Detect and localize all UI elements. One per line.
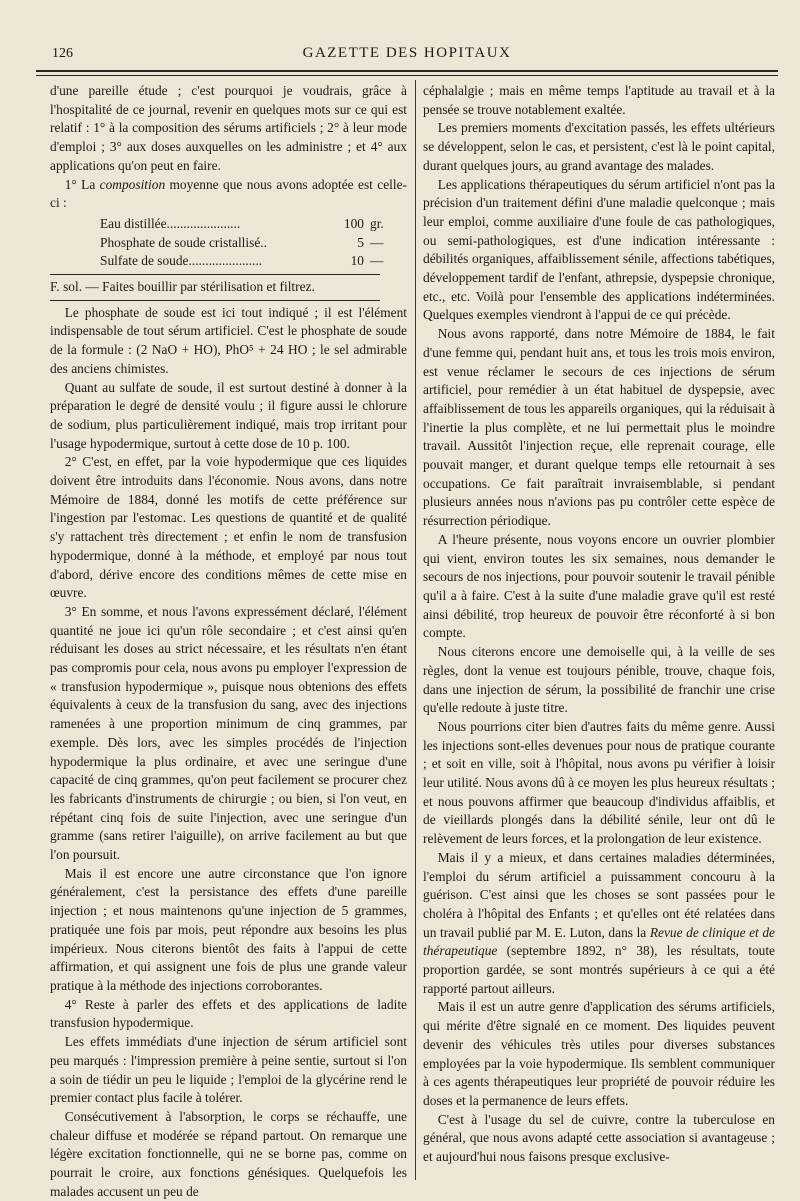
text-run: Mais il y a mieux, et dans certaines maladies déterminées, l'emploi du sérum artificiel a puissamment concouru à la guérison. C'est ainsi que les choses se sont passées pour le choléra à l'hôpital des Enfants ; et qu'elles ont été relatées dans un travail publié par M. E. Luton, dans la xyxy=(423,849,775,940)
recipe-row xyxy=(100,215,400,234)
paragraph: céphalalgie ; mais en même temps l'aptitude au travail et à la pensée se trouve notablement exaltée. xyxy=(423,83,775,117)
recipe-table xyxy=(100,215,400,271)
recipe-row xyxy=(100,234,400,253)
ingredient-quantity: 5 xyxy=(357,234,364,250)
text-run: (septembre 1892, n° 38), les résultats, toute proportion gardée, se sont montrés supérieurs à ce qui a été rapporté partout ailleurs. xyxy=(423,943,775,996)
paragraph: Les applications thérapeutiques du sérum artificiel n'ont pas la précision d'un traitement défini d'une maladie quelconque ; mais leur emploi, comme auxiliaire d'une foule de cas pathologiques, ou semi-pathologiques, est d'une indication intéressante : débilités organiques, affaiblissement sénile, affections tabétiques, développement tardif de l'enfant, athrepsie, dyspepsie chronique, etc., etc. Voilà pour l'ensemble des applications indéterminées. Quelques exemples viendront à l'appui de ce qui précède. xyxy=(423,176,775,323)
paragraph xyxy=(423,849,775,999)
ingredient-name: Phosphate de soude cristallisé.. xyxy=(100,234,267,250)
right-column xyxy=(423,82,775,1182)
header-rule-thick xyxy=(36,70,778,72)
paragraph: F. sol. — Faites bouillir par stérilisation et filtrez. xyxy=(50,278,315,294)
paragraph: Les premiers moments d'excitation passés, les effets ultérieurs se développent, selon le cas, et persistent, c'est là le point capital, durant quelques jours, au grand avantage des malades. xyxy=(423,120,775,173)
paragraph: Le phosphate de soude est ici tout indiqué ; il est l'élément indispensable de tout sérum artificiel. C'est le phosphate de soude de la formule : (2 NaO + HO), PhO⁵ + 24 HO ; le sel admirable des anciens chimistes. xyxy=(50,304,407,376)
paragraph: C'est à l'usage du sel de cuivre, contre la tuberculose en général, que nous avons adapté cette association si avantageuse ; et aujourd'hui nous faisons presque exclusive- xyxy=(423,1111,775,1165)
paragraph: Mais il est un autre genre d'application des sérums artificiels, qui mérite d'être signalé en ce moment. Des liquides peuvent devenir des véhicules très utiles pour diverses substances employées par la voie hypodermique. Ils semblent communiquer à ces agents thérapeutiques leur propriété de pouvoir réduire les doses et la permanence de leurs effets. xyxy=(423,999,775,1108)
ingredient-quantity: 10 xyxy=(350,253,364,269)
page-number: 126 xyxy=(52,46,73,61)
paragraph: Nous citerons encore une demoiselle qui, à la veille de ses règles, dont la venue est toujours pénible, trouve, chaque fois, dans une injection de sérum, la possibilité de franchir une crise qu'elle redoute à juste titre. xyxy=(423,644,775,716)
left-column xyxy=(50,82,407,1199)
paragraph: Les effets immédiats d'une injection de sérum artificiel sont peu marqués : l'impression première à peine sentie, surtout si l'on a soin de tiédir un peu le liquide ; l'emploi de la glycérine rend le premier contact plus facile à tolérer. xyxy=(50,1034,407,1106)
paragraph: 3° En somme, et nous l'avons expressément déclaré, l'élément quantité ne joue ici qu'un rôle secondaire ; et c'est ainsi qu'en réduisant les doses au strict nécessaire, et les résultats n'en étant pas compromis pour cela, nous avons pu employer l'expression de « transfusion hypodermique », puisque nous obtenions des effets équivalents à ceux de la transfusion du sang, avec des injections ramenées à une proportion minimum de cinq grammes, par exemple. Dès lors, avec les simples procédés de l'injection hypodermique la plus ordinaire, et avec une seringue d'une capacité de cinq grammes, qu'on peut facilement se procurer chez les fabricants d'instruments de chirurgie ; ou bien, si l'on veut, en répétant cinq fois de suite l'injection, avec une seringue d'un gramme (sans retirer l'aiguille), on arrive facilement au but que l'on poursuit. xyxy=(50,603,407,863)
ingredient-unit: — xyxy=(370,234,384,250)
emphasis-text: Revue de clinique et de thérapeutique xyxy=(423,924,776,959)
paragraph: d'une pareille étude ; c'est pourquoi je voudrais, grâce à l'hospitalité de ce journal, revenir en quelques mots sur ce qui est relatif : 1° à la composition des sérums artificiels ; 2° à leur mode d'emploi ; 3° aux doses auxquelles on les administre ; et 4° aux applications qu'on peut en faire. xyxy=(50,83,407,173)
paragraph: 2° C'est, en effet, par la voie hypodermique que ces liquides doivent être introduits dans l'économie. Nous avons, dans notre Mémoire de 1884, donné les motifs de cette préférence sur l'ingestion par l'estomac. Les questions de quantité et de qualité s'y rattachent très directement ; et enfin le nom de transfusion hypodermique, donné à la méthode, et employé par nous tout d'abord, dérive encore des conditions mêmes de cette mise en œuvre. xyxy=(50,454,407,601)
text-run: moyenne que nous avons adoptée est celle-ci : xyxy=(50,176,407,211)
paragraph: Quant au sulfate de soude, il est surtout destiné à donner à la préparation le degré de densité voulu ; il figure aussi le chlorure de sodium, plus particulièrement indiqué, mais trop irritant pour l'usage hypodermique, surtout à cette dose de 10 p. 100. xyxy=(50,379,407,451)
paragraph: Mais il est encore une autre circonstance que l'on ignore généralement, c'est la persistance des effets d'une pareille injection ; et nous maintenons qu'une injection de 5 grammes, pratiquée une fois par mois, peut répondre aux besoins les plus impérieux. Nous citerons bientôt des faits à l'appui de cette affirmation, et qui assignent une fois de plus une grande valeur pratique à la méthode des injections corroborantes. xyxy=(50,865,407,993)
column-divider xyxy=(415,80,416,1180)
paragraph: Nous avons rapporté, dans notre Mémoire de 1884, le fait d'une femme qui, pendant huit ans, et tous les trois mois environ, est venue réclamer le secours de ces injections de sérum artificiel, pour remédier à un état habituel de dyspepsie, avec affaiblissement de tous les appareils organiques, qui la réduisait à l'inertie la plus complète, et ne lui permettait plus le moindre travail. Aussitôt l'injection reçue, elle reprenait courage, elle pouvait manger, et durant quelque temps elle retournait à ses occupations. Ce fait paraîtrait invraisemblable, si pendant plusieurs années nous n'avions pas pu contrôler cette espèce de résurrection périodique. xyxy=(423,326,775,529)
ingredient-unit: — xyxy=(370,253,384,269)
ingredient-name: Eau distillée...................... xyxy=(100,215,241,231)
paragraph: Nous pourrions citer bien d'autres faits du même genre. Aussi les injections sont-elles devenues pour nous de pratique courante ; et soit en ville, soit à l'hôpital, nous avons pu vérifier à loisir leur utilité. Nous avons dû à ce moyen les plus heureux résultats ; et nous pouvons affirmer que beaucoup d'individus affaiblis, et de vieillards plongés dans la débilité sénile, leur ont dû le relèvement de leurs forces, et la prolongation de leur existence. xyxy=(423,718,775,847)
page-header xyxy=(36,40,778,64)
ingredient-quantity: 100 xyxy=(343,215,364,231)
recipe-rule xyxy=(50,274,380,275)
header-rule-thin xyxy=(36,75,778,76)
emphasis-text: composition xyxy=(99,176,166,192)
paragraph: Consécutivement à l'absorption, le corps se réchauffe, une chaleur diffuse et modérée se répand partout. On remarque une légère excitation fonctionnelle, qui ne se borne pas, comme on pourrait le croire, aux fonctions génésiques. Quelquefois les malades accusent un peu de xyxy=(50,1108,407,1199)
journal-title: GAZETTE DES HOPITAUX xyxy=(302,45,512,61)
recipe-rule xyxy=(50,300,380,301)
paragraph xyxy=(50,176,407,213)
recipe-row xyxy=(100,252,400,271)
text-run: 1° La xyxy=(64,176,100,192)
ingredient-name: Sulfate de soude...................... xyxy=(100,253,263,269)
paragraph: A l'heure présente, nous voyons encore un ouvrier plombier qui vient, environ toutes les six semaines, nous demander le secours de nos injections, pour pouvoir soutenir le travail pénible qu'il a à faire. C'est à la suite d'une maladie grave qu'il est resté ainsi débilité, trop heureux de pouvoir être réconforté à si bon compte. xyxy=(423,531,775,641)
paragraph: 4° Reste à parler des effets et des applications de ladite transfusion hypodermique. xyxy=(50,996,407,1031)
ingredient-unit: gr. xyxy=(370,215,384,231)
